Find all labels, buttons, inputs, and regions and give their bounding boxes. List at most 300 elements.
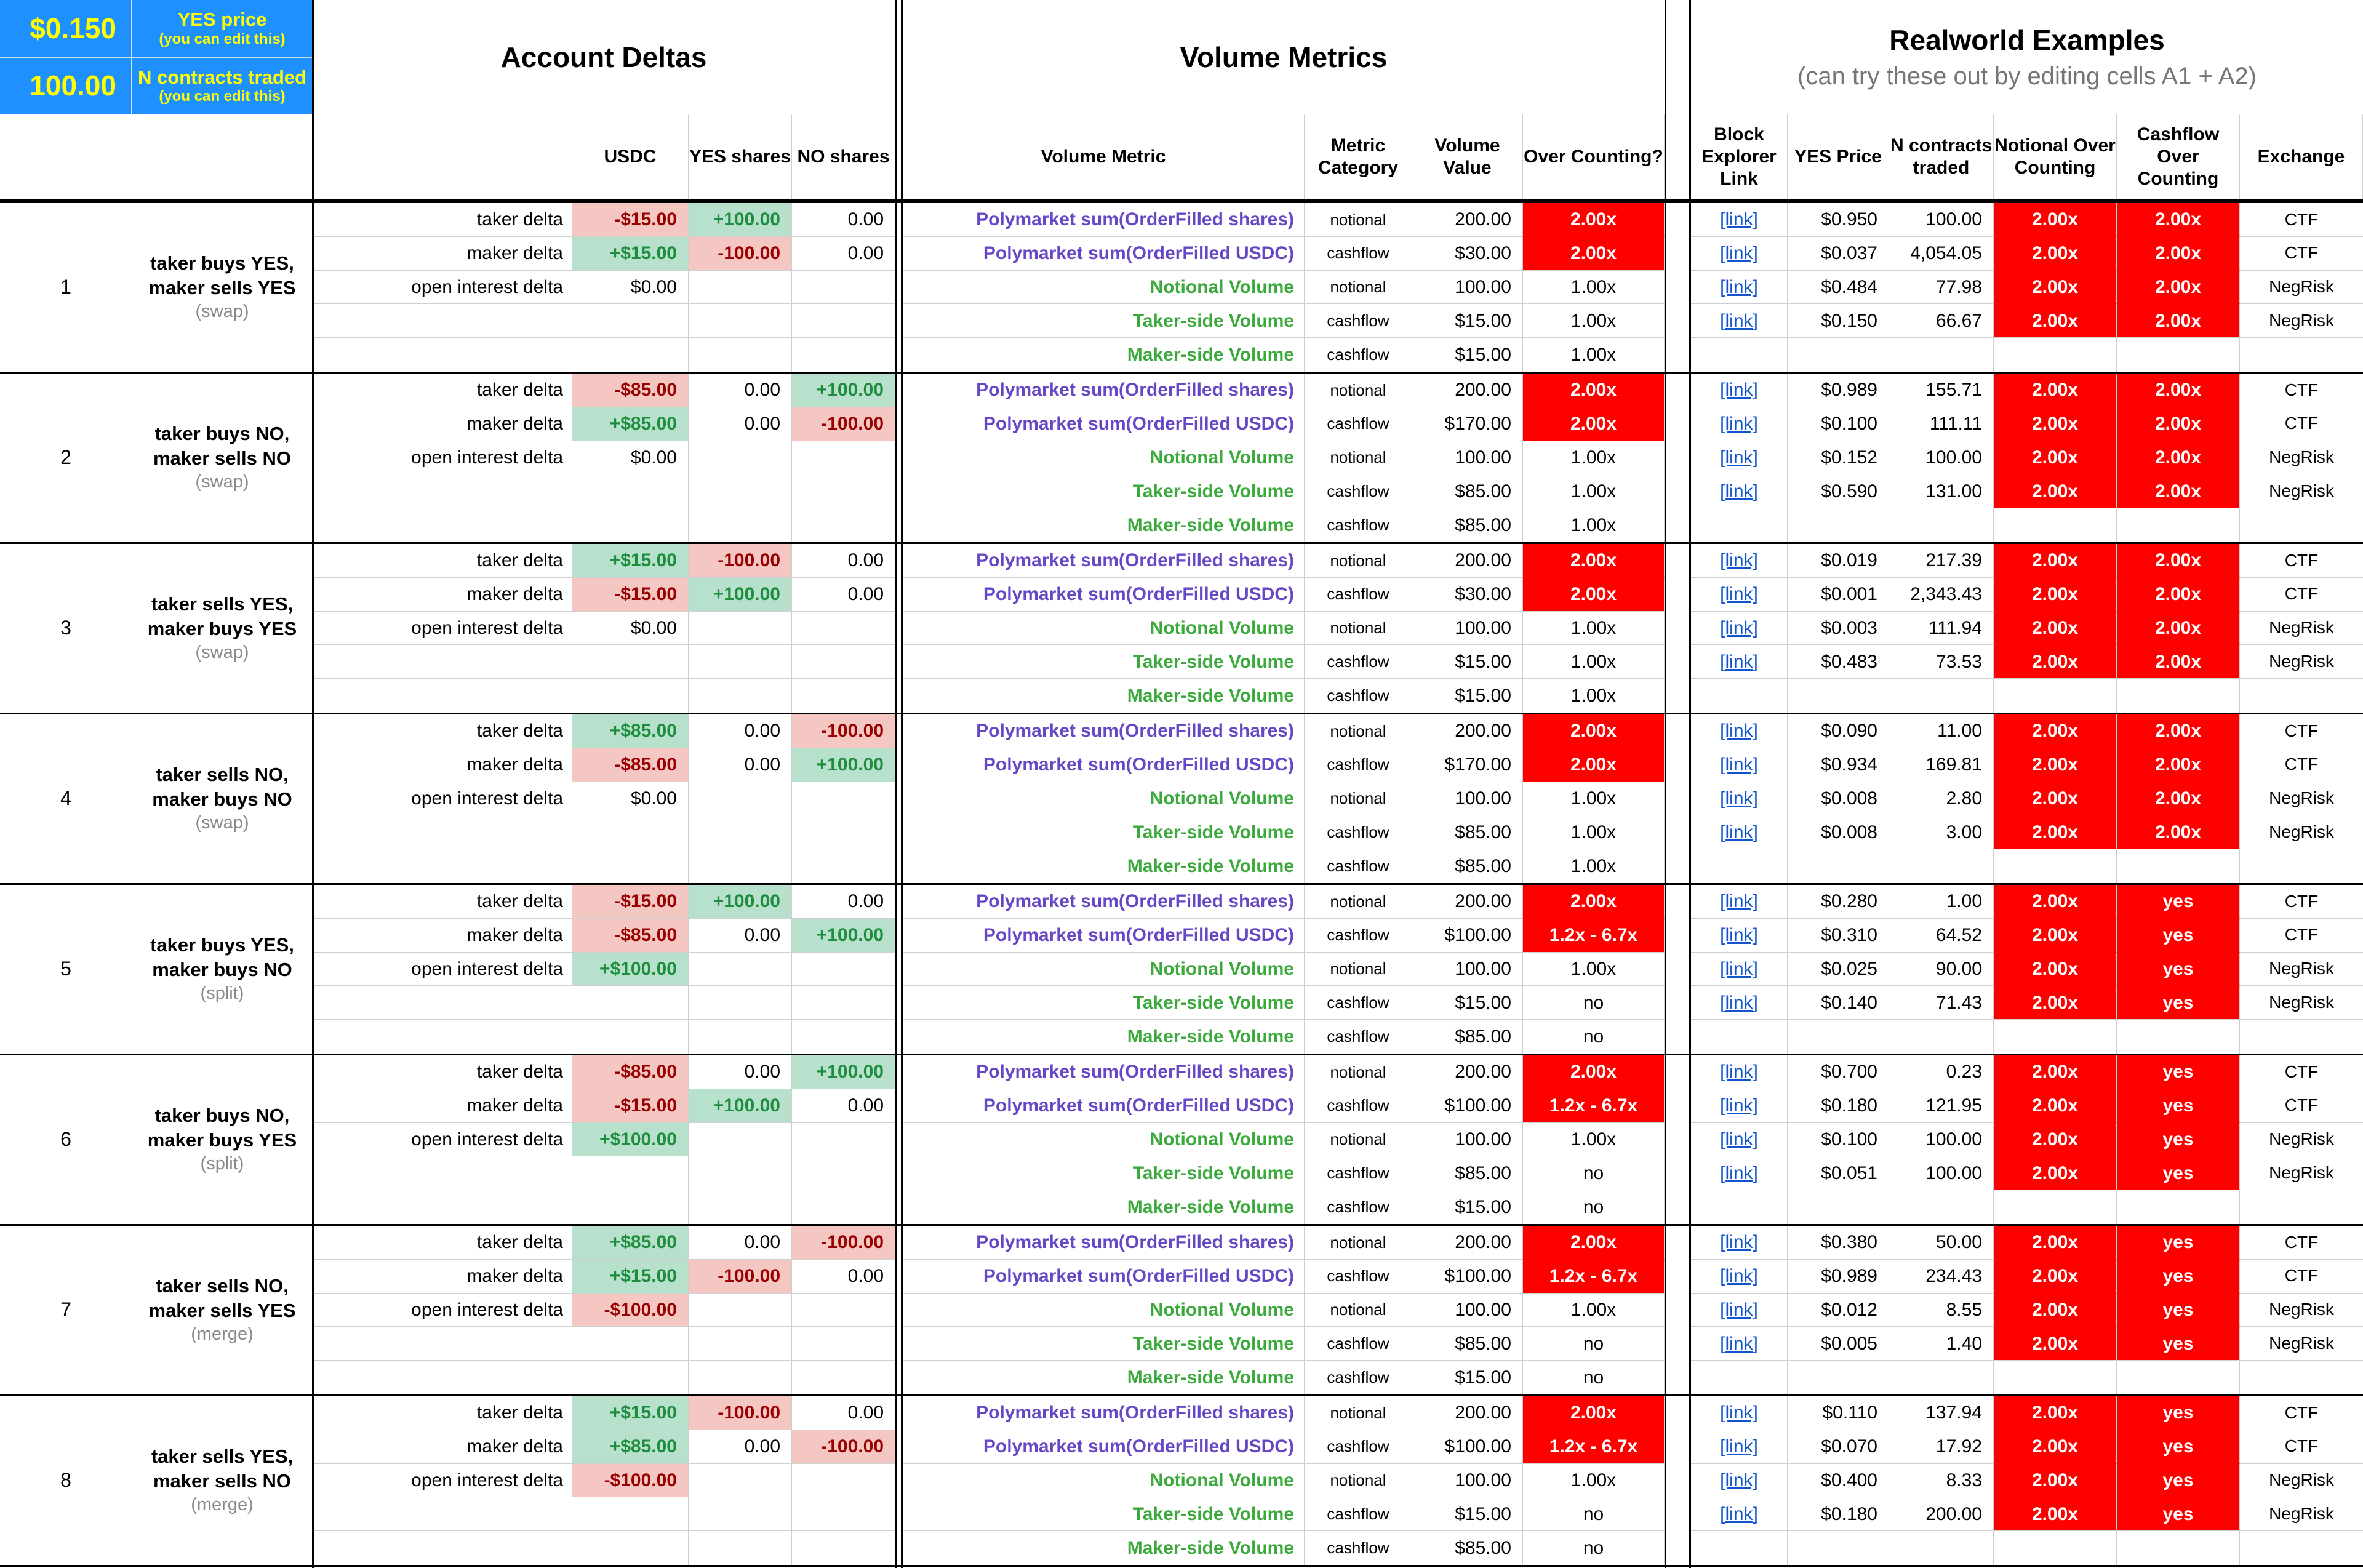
table-row bbox=[312, 815, 2363, 849]
delta-usdc-cell bbox=[572, 1020, 689, 1054]
notional-oc-cell bbox=[1994, 508, 2117, 542]
cashflow-oc-cell: yes bbox=[2117, 1396, 2240, 1430]
notional-oc-cell: 2.00x bbox=[1994, 578, 2117, 612]
delta-no-cell: -100.00 bbox=[792, 714, 895, 748]
group-rows bbox=[312, 374, 2363, 542]
table-row bbox=[312, 1190, 2363, 1224]
block-explorer-link[interactable]: [link] bbox=[1691, 203, 1788, 237]
block-explorer-link[interactable]: [link] bbox=[1691, 1055, 1788, 1089]
yes-price-cell: $0.090 bbox=[1788, 714, 1889, 748]
delta-no-cell: 0.00 bbox=[792, 544, 895, 578]
volume-value: $15.00 bbox=[1412, 304, 1523, 338]
volume-value: $30.00 bbox=[1412, 578, 1523, 612]
notional-oc-cell: 2.00x bbox=[1994, 919, 2117, 953]
volume-value: 100.00 bbox=[1412, 271, 1523, 305]
block-explorer-link[interactable]: [link] bbox=[1691, 986, 1788, 1020]
volume-value: $85.00 bbox=[1412, 474, 1523, 508]
volume-value: $30.00 bbox=[1412, 237, 1523, 271]
table-row bbox=[312, 1361, 2363, 1394]
group-rows bbox=[312, 1226, 2363, 1394]
group-rows bbox=[312, 714, 2363, 883]
n-contracts-cell: 100.00 bbox=[1889, 1156, 1994, 1190]
exchange-cell: CTF bbox=[2240, 919, 2363, 953]
over-counting-cell: 1.2x - 6.7x bbox=[1523, 919, 1665, 953]
scenario-label bbox=[132, 203, 312, 372]
volume-value: 100.00 bbox=[1412, 441, 1523, 475]
delta-usdc-cell bbox=[572, 679, 689, 713]
delta-label: open interest delta bbox=[312, 1123, 572, 1157]
delta-no-cell: 0.00 bbox=[792, 1089, 895, 1123]
notional-oc-cell: 2.00x bbox=[1994, 304, 2117, 338]
cashflow-oc-cell bbox=[2117, 1190, 2240, 1224]
delta-no-cell bbox=[792, 679, 895, 713]
over-counting-cell: 1.2x - 6.7x bbox=[1523, 1430, 1665, 1464]
delta-usdc-cell bbox=[572, 1327, 689, 1361]
scenario-number: 8 bbox=[0, 1396, 132, 1565]
yes-price-cell: $0.152 bbox=[1788, 441, 1889, 475]
delta-yes-cell: 0.00 bbox=[689, 714, 792, 748]
table-row bbox=[312, 237, 2363, 271]
block-explorer-link[interactable]: [link] bbox=[1691, 815, 1788, 849]
volume-metric-name: Polymarket sum(OrderFilled USDC) bbox=[903, 578, 1305, 612]
delta-yes-cell bbox=[689, 815, 792, 849]
scenario-group bbox=[0, 203, 2363, 374]
delta-no-cell: 0.00 bbox=[792, 203, 895, 237]
block-explorer-link[interactable]: [link] bbox=[1691, 441, 1788, 475]
table-row bbox=[312, 508, 2363, 542]
delta-label bbox=[312, 815, 572, 849]
over-counting-cell: 1.00x bbox=[1523, 849, 1665, 883]
volume-metric-name: Polymarket sum(OrderFilled USDC) bbox=[903, 1430, 1305, 1464]
block-explorer-link[interactable]: [link] bbox=[1691, 1430, 1788, 1464]
block-explorer-link[interactable]: [link] bbox=[1691, 782, 1788, 816]
exchange-cell: NegRisk bbox=[2240, 1156, 2363, 1190]
delta-yes-cell bbox=[689, 612, 792, 646]
exchange-cell: CTF bbox=[2240, 714, 2363, 748]
block-explorer-link[interactable]: [link] bbox=[1691, 885, 1788, 919]
volume-metric-name: Polymarket sum(OrderFilled USDC) bbox=[903, 1260, 1305, 1294]
delta-no-cell bbox=[792, 1123, 895, 1157]
delta-yes-cell bbox=[689, 645, 792, 679]
group-rows bbox=[312, 1055, 2363, 1224]
n-contracts-cell bbox=[1889, 508, 1994, 542]
delta-usdc-cell: -$15.00 bbox=[572, 885, 689, 919]
block-explorer-link[interactable]: [link] bbox=[1691, 919, 1788, 953]
section-gap bbox=[1665, 1361, 1691, 1394]
yes-price-cell: $0.001 bbox=[1788, 578, 1889, 612]
delta-label bbox=[312, 338, 572, 372]
header bbox=[0, 0, 2363, 203]
block-explorer-link[interactable]: [link] bbox=[1691, 748, 1788, 782]
yes-price-cell: $0.012 bbox=[1788, 1294, 1889, 1327]
metric-category: cashflow bbox=[1305, 338, 1412, 372]
block-explorer-link[interactable]: [link] bbox=[1691, 407, 1788, 441]
colhead-cashflow-oc: Cashflow Over Counting bbox=[2117, 114, 2240, 199]
metric-category: notional bbox=[1305, 953, 1412, 986]
block-explorer-link[interactable]: [link] bbox=[1691, 645, 1788, 679]
over-counting-cell: no bbox=[1523, 1327, 1665, 1361]
yes-price-cell: $0.934 bbox=[1788, 748, 1889, 782]
block-explorer-link[interactable]: [link] bbox=[1691, 578, 1788, 612]
table-row bbox=[312, 679, 2363, 713]
delta-label: maker delta bbox=[312, 407, 572, 441]
scenario-label bbox=[132, 544, 312, 713]
n-contracts-cell: 111.11 bbox=[1889, 407, 1994, 441]
delta-label: taker delta bbox=[312, 203, 572, 237]
delta-yes-cell bbox=[689, 1327, 792, 1361]
block-explorer-link[interactable]: [link] bbox=[1691, 1497, 1788, 1531]
notional-oc-cell: 2.00x bbox=[1994, 782, 2117, 816]
block-explorer-link[interactable]: [link] bbox=[1691, 1226, 1788, 1260]
block-explorer-link[interactable]: [link] bbox=[1691, 237, 1788, 271]
metric-category: notional bbox=[1305, 1055, 1412, 1089]
yes-price-cell: $0.380 bbox=[1788, 1226, 1889, 1260]
block-explorer-link[interactable]: [link] bbox=[1691, 612, 1788, 646]
notional-oc-cell: 2.00x bbox=[1994, 1396, 2117, 1430]
section-divider bbox=[901, 0, 903, 1568]
block-explorer-link[interactable]: [link] bbox=[1691, 544, 1788, 578]
notional-oc-cell bbox=[1994, 1190, 2117, 1224]
delta-usdc-cell bbox=[572, 1190, 689, 1224]
colhead-empty bbox=[312, 114, 572, 199]
delta-yes-cell bbox=[689, 849, 792, 883]
delta-label bbox=[312, 1156, 572, 1190]
section-gap bbox=[1665, 114, 1691, 199]
section-gap bbox=[1665, 919, 1691, 953]
group-rows bbox=[312, 885, 2363, 1054]
yes-price-cell bbox=[1788, 508, 1889, 542]
block-explorer-link[interactable]: [link] bbox=[1691, 714, 1788, 748]
section-gap bbox=[1665, 612, 1691, 646]
volume-metric-name: Notional Volume bbox=[903, 612, 1305, 646]
metric-category: notional bbox=[1305, 1396, 1412, 1430]
delta-yes-cell: -100.00 bbox=[689, 1396, 792, 1430]
group-rows bbox=[312, 1396, 2363, 1565]
volume-metric-name: Maker-side Volume bbox=[903, 1361, 1305, 1394]
table-row bbox=[312, 1156, 2363, 1190]
delta-yes-cell bbox=[689, 304, 792, 338]
delta-no-cell bbox=[792, 338, 895, 372]
n-contracts-cell: 137.94 bbox=[1889, 1396, 1994, 1430]
exchange-cell: NegRisk bbox=[2240, 953, 2363, 986]
cashflow-oc-cell bbox=[2117, 679, 2240, 713]
notional-oc-cell: 2.00x bbox=[1994, 714, 2117, 748]
metric-category: cashflow bbox=[1305, 1156, 1412, 1190]
delta-yes-cell: 0.00 bbox=[689, 1226, 792, 1260]
metric-category: cashflow bbox=[1305, 1430, 1412, 1464]
volume-value: $15.00 bbox=[1412, 645, 1523, 679]
over-counting-cell: 1.2x - 6.7x bbox=[1523, 1089, 1665, 1123]
n-contracts-cell: 100.00 bbox=[1889, 203, 1994, 237]
notional-oc-cell: 2.00x bbox=[1994, 1260, 2117, 1294]
scenario-line: taker buys NO, bbox=[154, 1104, 290, 1126]
section-gap bbox=[1665, 1020, 1691, 1054]
delta-usdc-cell: +$85.00 bbox=[572, 1226, 689, 1260]
metric-category: notional bbox=[1305, 1123, 1412, 1157]
block-explorer-link bbox=[1691, 1531, 1788, 1565]
cashflow-oc-cell: 2.00x bbox=[2117, 815, 2240, 849]
volume-value: $85.00 bbox=[1412, 815, 1523, 849]
scenario-group bbox=[0, 714, 2363, 885]
over-counting-cell: no bbox=[1523, 1497, 1665, 1531]
n-contracts-cell: 100.00 bbox=[1889, 1123, 1994, 1157]
delta-no-cell bbox=[792, 612, 895, 646]
delta-yes-cell: 0.00 bbox=[689, 1430, 792, 1464]
over-counting-cell: 2.00x bbox=[1523, 407, 1665, 441]
cashflow-oc-cell: yes bbox=[2117, 1123, 2240, 1157]
block-explorer-link[interactable]: [link] bbox=[1691, 1123, 1788, 1157]
cashflow-oc-cell: yes bbox=[2117, 1327, 2240, 1361]
table-row bbox=[312, 338, 2363, 372]
over-counting-cell: 1.00x bbox=[1523, 1464, 1665, 1498]
delta-no-cell bbox=[792, 1156, 895, 1190]
delta-yes-cell: 0.00 bbox=[689, 407, 792, 441]
notional-oc-cell: 2.00x bbox=[1994, 645, 2117, 679]
section-divider bbox=[1665, 0, 1666, 1568]
n-contracts-cell bbox=[1889, 338, 1994, 372]
delta-label: maker delta bbox=[312, 1430, 572, 1464]
cashflow-oc-cell bbox=[2117, 338, 2240, 372]
cashflow-oc-cell bbox=[2117, 508, 2240, 542]
yes-price-input[interactable]: $0.150 bbox=[0, 0, 132, 57]
yes-price-cell: $0.590 bbox=[1788, 474, 1889, 508]
over-counting-cell: 2.00x bbox=[1523, 748, 1665, 782]
table-row bbox=[312, 1430, 2363, 1464]
n-contracts-cell: 0.23 bbox=[1889, 1055, 1994, 1089]
table-row bbox=[312, 1327, 2363, 1361]
n-contracts-cell: 66.67 bbox=[1889, 304, 1994, 338]
cashflow-oc-cell: yes bbox=[2117, 885, 2240, 919]
volume-metric-name: Maker-side Volume bbox=[903, 338, 1305, 372]
yes-price-cell: $0.008 bbox=[1788, 815, 1889, 849]
scenario-label bbox=[132, 1396, 312, 1565]
delta-no-cell bbox=[792, 1327, 895, 1361]
yes-price-cell: $0.008 bbox=[1788, 782, 1889, 816]
delta-yes-cell bbox=[689, 1464, 792, 1498]
exchange-cell: NegRisk bbox=[2240, 815, 2363, 849]
block-explorer-link[interactable]: [link] bbox=[1691, 1089, 1788, 1123]
volume-value: $85.00 bbox=[1412, 849, 1523, 883]
notional-oc-cell: 2.00x bbox=[1994, 1327, 2117, 1361]
delta-no-cell bbox=[792, 782, 895, 816]
volume-value: $100.00 bbox=[1412, 919, 1523, 953]
cashflow-oc-cell bbox=[2117, 1361, 2240, 1394]
section-title-realworld bbox=[1691, 0, 2363, 114]
volume-metric-name: Polymarket sum(OrderFilled shares) bbox=[903, 1055, 1305, 1089]
section-gap bbox=[1665, 237, 1691, 271]
n-contracts-cell: 2,343.43 bbox=[1889, 578, 1994, 612]
over-counting-cell: 1.00x bbox=[1523, 508, 1665, 542]
block-explorer-link bbox=[1691, 508, 1788, 542]
delta-usdc-cell bbox=[572, 304, 689, 338]
volume-value: $15.00 bbox=[1412, 1190, 1523, 1224]
delta-usdc-cell bbox=[572, 815, 689, 849]
notional-oc-cell bbox=[1994, 1020, 2117, 1054]
n-contracts-cell: 155.71 bbox=[1889, 374, 1994, 407]
delta-usdc-cell: $0.00 bbox=[572, 782, 689, 816]
delta-yes-cell: 0.00 bbox=[689, 919, 792, 953]
metric-category: notional bbox=[1305, 374, 1412, 407]
scenario-line: maker buys YES bbox=[147, 1129, 297, 1151]
over-counting-cell: 1.00x bbox=[1523, 815, 1665, 849]
volume-metric-name: Polymarket sum(OrderFilled USDC) bbox=[903, 237, 1305, 271]
block-explorer-link[interactable]: [link] bbox=[1691, 271, 1788, 305]
n-contracts-cell bbox=[1889, 1190, 1994, 1224]
delta-no-cell bbox=[792, 815, 895, 849]
block-explorer-link[interactable]: [link] bbox=[1691, 474, 1788, 508]
delta-yes-cell: +100.00 bbox=[689, 203, 792, 237]
n-contracts-input[interactable]: 100.00 bbox=[0, 58, 132, 114]
delta-no-cell bbox=[792, 1497, 895, 1531]
exchange-cell: CTF bbox=[2240, 1260, 2363, 1294]
block-explorer-link[interactable]: [link] bbox=[1691, 304, 1788, 338]
delta-label: maker delta bbox=[312, 1089, 572, 1123]
exchange-cell: NegRisk bbox=[2240, 304, 2363, 338]
delta-usdc-cell: +$100.00 bbox=[572, 1123, 689, 1157]
colhead-spacer bbox=[0, 114, 312, 199]
volume-metric-name: Taker-side Volume bbox=[903, 986, 1305, 1020]
table-row bbox=[312, 953, 2363, 986]
colhead-yes-price: YES Price bbox=[1788, 114, 1889, 199]
n-contracts-cell bbox=[1889, 1361, 1994, 1394]
volume-value: $170.00 bbox=[1412, 748, 1523, 782]
metric-category: cashflow bbox=[1305, 748, 1412, 782]
section-gap bbox=[1665, 1294, 1691, 1327]
notional-oc-cell bbox=[1994, 849, 2117, 883]
volume-metric-name: Polymarket sum(OrderFilled shares) bbox=[903, 374, 1305, 407]
delta-yes-cell bbox=[689, 1190, 792, 1224]
n-contracts-cell: 1.00 bbox=[1889, 885, 1994, 919]
delta-label bbox=[312, 1190, 572, 1224]
volume-value: 200.00 bbox=[1412, 1055, 1523, 1089]
colhead-notional-oc: Notional Over Counting bbox=[1994, 114, 2117, 199]
block-explorer-link[interactable]: [link] bbox=[1691, 374, 1788, 407]
block-explorer-link[interactable]: [link] bbox=[1691, 1294, 1788, 1327]
table-row bbox=[312, 645, 2363, 679]
yes-price-cell: $0.180 bbox=[1788, 1497, 1889, 1531]
block-explorer-link[interactable]: [link] bbox=[1691, 1156, 1788, 1190]
section-gap bbox=[1665, 714, 1691, 748]
delta-usdc-cell bbox=[572, 849, 689, 883]
cashflow-oc-cell: 2.00x bbox=[2117, 407, 2240, 441]
delta-label: open interest delta bbox=[312, 1294, 572, 1327]
volume-metric-name: Maker-side Volume bbox=[903, 679, 1305, 713]
block-explorer-link[interactable]: [link] bbox=[1691, 953, 1788, 986]
metric-category: cashflow bbox=[1305, 1361, 1412, 1394]
block-explorer-link[interactable]: [link] bbox=[1691, 1260, 1788, 1294]
cashflow-oc-cell: 2.00x bbox=[2117, 748, 2240, 782]
scenario-group bbox=[0, 544, 2363, 714]
delta-no-cell bbox=[792, 1294, 895, 1327]
delta-no-cell bbox=[792, 441, 895, 475]
table-row bbox=[312, 612, 2363, 646]
notional-oc-cell: 2.00x bbox=[1994, 885, 2117, 919]
delta-no-cell: 0.00 bbox=[792, 578, 895, 612]
notional-oc-cell: 2.00x bbox=[1994, 986, 2117, 1020]
delta-no-cell: 0.00 bbox=[792, 1396, 895, 1430]
block-explorer-link[interactable]: [link] bbox=[1691, 1396, 1788, 1430]
table-row bbox=[312, 1531, 2363, 1565]
delta-usdc-cell bbox=[572, 338, 689, 372]
metric-category: cashflow bbox=[1305, 407, 1412, 441]
yes-price-cell bbox=[1788, 849, 1889, 883]
table-row bbox=[312, 203, 2363, 237]
exchange-cell bbox=[2240, 1020, 2363, 1054]
scenario-type: (swap) bbox=[195, 813, 249, 833]
cashflow-oc-cell: yes bbox=[2117, 1156, 2240, 1190]
delta-label bbox=[312, 645, 572, 679]
volume-metric-name: Notional Volume bbox=[903, 1123, 1305, 1157]
delta-yes-cell: +100.00 bbox=[689, 885, 792, 919]
volume-metric-name: Maker-side Volume bbox=[903, 1190, 1305, 1224]
block-explorer-link[interactable]: [link] bbox=[1691, 1464, 1788, 1498]
delta-no-cell: -100.00 bbox=[792, 1430, 895, 1464]
exchange-cell: NegRisk bbox=[2240, 782, 2363, 816]
scenario-line: taker sells YES, bbox=[151, 593, 294, 615]
section-gap bbox=[1665, 474, 1691, 508]
n-contracts-cell: 100.00 bbox=[1889, 441, 1994, 475]
table-row bbox=[312, 407, 2363, 441]
colhead-n-contracts: N contracts traded bbox=[1889, 114, 1994, 199]
section-gap bbox=[1665, 885, 1691, 919]
scenario-line: maker sells YES bbox=[148, 1300, 296, 1322]
scenario-group bbox=[0, 374, 2363, 544]
section-divider bbox=[1689, 0, 1691, 1568]
over-counting-cell: 1.00x bbox=[1523, 645, 1665, 679]
block-explorer-link bbox=[1691, 1190, 1788, 1224]
delta-usdc-cell bbox=[572, 1497, 689, 1531]
delta-usdc-cell bbox=[572, 1361, 689, 1394]
delta-usdc-cell: +$15.00 bbox=[572, 1260, 689, 1294]
volume-metric-name: Polymarket sum(OrderFilled shares) bbox=[903, 544, 1305, 578]
metric-category: cashflow bbox=[1305, 1020, 1412, 1054]
cashflow-oc-cell: yes bbox=[2117, 1497, 2240, 1531]
delta-no-cell: 0.00 bbox=[792, 1260, 895, 1294]
yes-price-cell: $0.019 bbox=[1788, 544, 1889, 578]
delta-no-cell: 0.00 bbox=[792, 237, 895, 271]
notional-oc-cell: 2.00x bbox=[1994, 815, 2117, 849]
block-explorer-link[interactable]: [link] bbox=[1691, 1327, 1788, 1361]
metric-category: cashflow bbox=[1305, 919, 1412, 953]
volume-metric-name: Polymarket sum(OrderFilled shares) bbox=[903, 714, 1305, 748]
notional-oc-cell: 2.00x bbox=[1994, 1497, 2117, 1531]
n-contracts-cell: 2.80 bbox=[1889, 782, 1994, 816]
section-gap bbox=[1665, 1430, 1691, 1464]
delta-yes-cell: -100.00 bbox=[689, 544, 792, 578]
notional-oc-cell: 2.00x bbox=[1994, 237, 2117, 271]
yes-price-cell: $0.484 bbox=[1788, 271, 1889, 305]
delta-label: open interest delta bbox=[312, 1464, 572, 1498]
delta-yes-cell bbox=[689, 441, 792, 475]
volume-metric-name: Maker-side Volume bbox=[903, 1531, 1305, 1565]
over-counting-cell: 1.2x - 6.7x bbox=[1523, 1260, 1665, 1294]
volume-metric-name: Polymarket sum(OrderFilled shares) bbox=[903, 1396, 1305, 1430]
delta-label bbox=[312, 679, 572, 713]
volume-value: 200.00 bbox=[1412, 1396, 1523, 1430]
metric-category: notional bbox=[1305, 885, 1412, 919]
exchange-cell bbox=[2240, 679, 2363, 713]
over-counting-cell: 1.00x bbox=[1523, 271, 1665, 305]
exchange-cell: CTF bbox=[2240, 748, 2363, 782]
scenario-line: taker buys NO, bbox=[154, 422, 290, 444]
over-counting-cell: no bbox=[1523, 986, 1665, 1020]
group-rows bbox=[312, 203, 2363, 372]
scenario-label bbox=[132, 1226, 312, 1394]
exchange-cell: NegRisk bbox=[2240, 271, 2363, 305]
section-gap bbox=[1665, 849, 1691, 883]
exchange-cell: CTF bbox=[2240, 237, 2363, 271]
table-row bbox=[312, 986, 2363, 1020]
